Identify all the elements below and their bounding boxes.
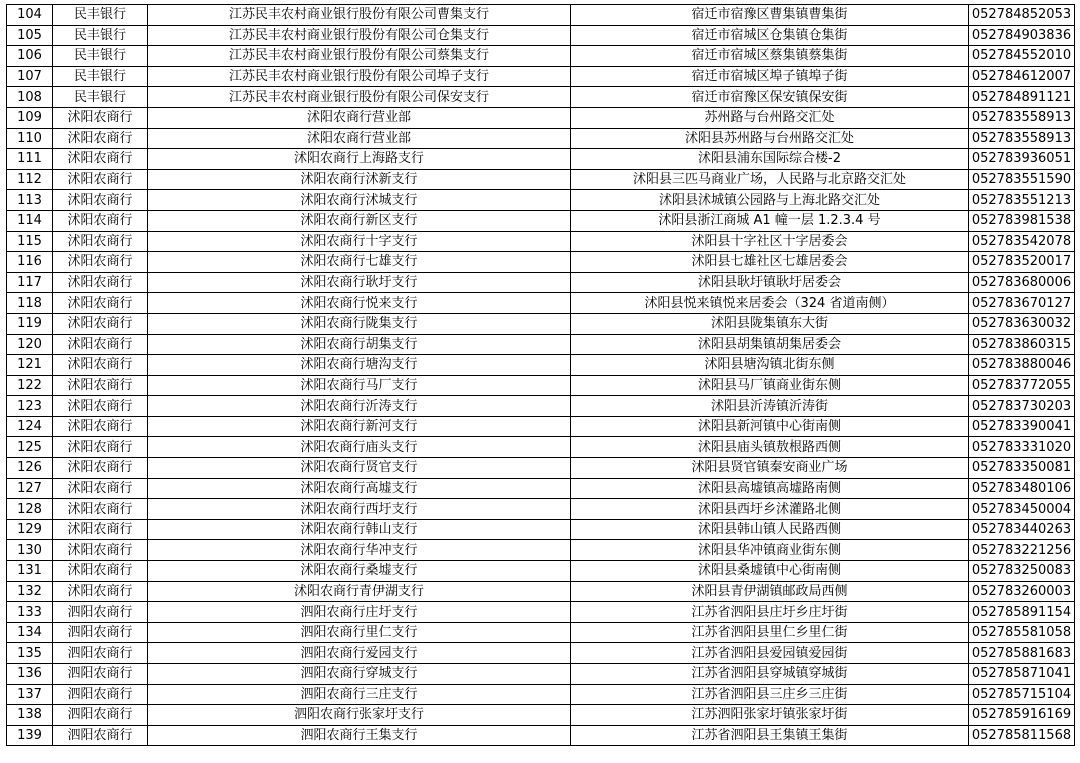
- branch-name-cell: 沭阳农商行塘沟支行: [148, 355, 571, 376]
- row-number-cell: 137: [7, 684, 53, 705]
- phone-number-cell: 052785891154: [969, 602, 1075, 623]
- branch-name-cell: 沭阳农商行华冲支行: [148, 540, 571, 561]
- table-row: [7, 210, 1075, 231]
- branch-address-cell: 宿迁市宿豫区保安镇保安街: [571, 87, 969, 108]
- row-number-cell: 130: [7, 540, 53, 561]
- branch-name-cell: 泗阳农商行张家圩支行: [148, 705, 571, 726]
- table-row: [7, 252, 1075, 273]
- phone-number-cell: 052783558913: [969, 128, 1075, 149]
- row-number-cell: 107: [7, 66, 53, 87]
- row-number-cell: 133: [7, 602, 53, 623]
- phone-number-cell: 052783260003: [969, 581, 1075, 602]
- phone-number-cell: 052785916169: [969, 705, 1075, 726]
- row-number-cell: 124: [7, 416, 53, 437]
- phone-number-cell: 052783440263: [969, 519, 1075, 540]
- row-number-cell: 108: [7, 87, 53, 108]
- table-row: [7, 437, 1075, 458]
- phone-number-cell: 052783450004: [969, 499, 1075, 520]
- branch-name-cell: 沭阳农商行陇集支行: [148, 313, 571, 334]
- table-row: [7, 272, 1075, 293]
- branch-address-cell: 沭阳县塘沟镇北街东侧: [571, 355, 969, 376]
- branch-address-cell: 江苏省泗阳县庄圩乡庄圩街: [571, 602, 969, 623]
- phone-number-cell: 052785881683: [969, 643, 1075, 664]
- row-number-cell: 105: [7, 25, 53, 46]
- table-row: [7, 458, 1075, 479]
- bank-name-cell: 沭阳农商行: [53, 416, 148, 437]
- branch-address-cell: 沭阳县耿圩镇耿圩居委会: [571, 272, 969, 293]
- branch-name-cell: 沭阳农商行青伊湖支行: [148, 581, 571, 602]
- branch-name-cell: 沭阳农商行高墟支行: [148, 478, 571, 499]
- table-row: [7, 375, 1075, 396]
- bank-name-cell: 民丰银行: [53, 5, 148, 26]
- row-number-cell: 125: [7, 437, 53, 458]
- table-row: [7, 149, 1075, 170]
- table-row: [7, 684, 1075, 705]
- branch-address-cell: 沭阳县沂涛镇沂涛街: [571, 396, 969, 417]
- branch-address-cell: 沭阳县三匹马商业广场，人民路与北京路交汇处: [571, 169, 969, 190]
- table-row: [7, 5, 1075, 26]
- bank-name-cell: 沭阳农商行: [53, 581, 148, 602]
- row-number-cell: 122: [7, 375, 53, 396]
- table-row: [7, 46, 1075, 67]
- branch-name-cell: 沭阳农商行庙头支行: [148, 437, 571, 458]
- row-number-cell: 116: [7, 252, 53, 273]
- branch-address-cell: 沭阳县沭城镇公园路与上海北路交汇处: [571, 190, 969, 211]
- bank-name-cell: 沭阳农商行: [53, 293, 148, 314]
- branch-address-cell: 沭阳县七雄社区七雄居委会: [571, 252, 969, 273]
- branch-name-cell: 江苏民丰农村商业银行股份有限公司曹集支行: [148, 5, 571, 26]
- phone-number-cell: 052783520017: [969, 252, 1075, 273]
- bank-name-cell: 沭阳农商行: [53, 437, 148, 458]
- branch-address-cell: 江苏省泗阳县爱园镇爱园街: [571, 643, 969, 664]
- phone-number-cell: 052783350081: [969, 458, 1075, 479]
- table-row: [7, 581, 1075, 602]
- branch-table-container: [6, 4, 1075, 746]
- bank-name-cell: 沭阳农商行: [53, 149, 148, 170]
- phone-number-cell: 052783936051: [969, 149, 1075, 170]
- bank-name-cell: 沭阳农商行: [53, 169, 148, 190]
- bank-name-cell: 沭阳农商行: [53, 252, 148, 273]
- bank-name-cell: 沭阳农商行: [53, 107, 148, 128]
- bank-name-cell: 民丰银行: [53, 46, 148, 67]
- branch-address-cell: 江苏泗阳张家圩镇张家圩街: [571, 705, 969, 726]
- branch-address-cell: 沭阳县青伊湖镇邮政局西侧: [571, 581, 969, 602]
- phone-number-cell: 052785871041: [969, 664, 1075, 685]
- phone-number-cell: 052783772055: [969, 375, 1075, 396]
- bank-name-cell: 沭阳农商行: [53, 499, 148, 520]
- branch-name-cell: 泗阳农商行里仁支行: [148, 622, 571, 643]
- branch-address-cell: 沭阳县苏州路与台州路交汇处: [571, 128, 969, 149]
- branch-address-cell: 苏州路与台州路交汇处: [571, 107, 969, 128]
- phone-number-cell: 052783630032: [969, 313, 1075, 334]
- branch-address-cell: 沭阳县新河镇中心街南侧: [571, 416, 969, 437]
- bank-name-cell: 沭阳农商行: [53, 334, 148, 355]
- branch-address-cell: 江苏省泗阳县里仁乡里仁街: [571, 622, 969, 643]
- branch-address-cell: 江苏省泗阳县三庄乡三庄街: [571, 684, 969, 705]
- table-row: [7, 478, 1075, 499]
- row-number-cell: 127: [7, 478, 53, 499]
- phone-number-cell: 052783880046: [969, 355, 1075, 376]
- branch-address-cell: 沭阳县高墟镇高墟路南侧: [571, 478, 969, 499]
- row-number-cell: 136: [7, 664, 53, 685]
- branch-name-cell: 泗阳农商行庄圩支行: [148, 602, 571, 623]
- branch-name-cell: 沭阳农商行上海路支行: [148, 149, 571, 170]
- branch-address-cell: 沭阳县胡集镇胡集居委会: [571, 334, 969, 355]
- table-row: [7, 540, 1075, 561]
- phone-number-cell: 052783670127: [969, 293, 1075, 314]
- bank-name-cell: 民丰银行: [53, 66, 148, 87]
- row-number-cell: 113: [7, 190, 53, 211]
- branch-name-cell: 江苏民丰农村商业银行股份有限公司保安支行: [148, 87, 571, 108]
- row-number-cell: 120: [7, 334, 53, 355]
- phone-number-cell: 052784891121: [969, 87, 1075, 108]
- branch-table: [6, 4, 1075, 746]
- branch-name-cell: 沭阳农商行新区支行: [148, 210, 571, 231]
- phone-number-cell: 052783331020: [969, 437, 1075, 458]
- branch-address-cell: 沭阳县庙头镇敖根路西侧: [571, 437, 969, 458]
- row-number-cell: 135: [7, 643, 53, 664]
- row-number-cell: 111: [7, 149, 53, 170]
- bank-name-cell: 沭阳农商行: [53, 540, 148, 561]
- bank-name-cell: 泗阳农商行: [53, 705, 148, 726]
- branch-address-cell: 沭阳县华冲镇商业街东侧: [571, 540, 969, 561]
- branch-name-cell: 泗阳农商行三庄支行: [148, 684, 571, 705]
- table-row: [7, 396, 1075, 417]
- row-number-cell: 126: [7, 458, 53, 479]
- branch-address-cell: 沭阳县贤官镇秦安商业广场: [571, 458, 969, 479]
- row-number-cell: 104: [7, 5, 53, 26]
- bank-name-cell: 沭阳农商行: [53, 375, 148, 396]
- branch-address-cell: 沭阳县陇集镇东大街: [571, 313, 969, 334]
- row-number-cell: 110: [7, 128, 53, 149]
- branch-address-cell: 江苏省泗阳县王集镇王集街: [571, 725, 969, 746]
- table-row: [7, 25, 1075, 46]
- phone-number-cell: 052784852053: [969, 5, 1075, 26]
- branch-name-cell: 沭阳农商行耿圩支行: [148, 272, 571, 293]
- table-row: [7, 643, 1075, 664]
- table-row: [7, 725, 1075, 746]
- phone-number-cell: 052783221256: [969, 540, 1075, 561]
- bank-name-cell: 泗阳农商行: [53, 602, 148, 623]
- table-row: [7, 705, 1075, 726]
- branch-name-cell: 沭阳农商行营业部: [148, 107, 571, 128]
- branch-address-cell: 宿迁市宿城区仓集镇仓集街: [571, 25, 969, 46]
- branch-name-cell: 沭阳农商行韩山支行: [148, 519, 571, 540]
- branch-address-cell: 沭阳县西圩乡沭灌路北侧: [571, 499, 969, 520]
- phone-number-cell: 052783730203: [969, 396, 1075, 417]
- bank-name-cell: 沭阳农商行: [53, 561, 148, 582]
- table-row: [7, 519, 1075, 540]
- branch-address-cell: 沭阳县十字社区十字居委会: [571, 231, 969, 252]
- branch-name-cell: 沭阳农商行贤官支行: [148, 458, 571, 479]
- branch-name-cell: 沭阳农商行沭新支行: [148, 169, 571, 190]
- table-row: [7, 561, 1075, 582]
- table-row: [7, 107, 1075, 128]
- branch-name-cell: 沭阳农商行沂涛支行: [148, 396, 571, 417]
- table-row: [7, 499, 1075, 520]
- table-row: [7, 622, 1075, 643]
- branch-name-cell: 沭阳农商行沭城支行: [148, 190, 571, 211]
- table-row: [7, 334, 1075, 355]
- phone-number-cell: 052783680006: [969, 272, 1075, 293]
- table-row: [7, 355, 1075, 376]
- table-row: [7, 313, 1075, 334]
- branch-name-cell: 沭阳农商行马厂支行: [148, 375, 571, 396]
- row-number-cell: 114: [7, 210, 53, 231]
- bank-name-cell: 民丰银行: [53, 25, 148, 46]
- row-number-cell: 112: [7, 169, 53, 190]
- bank-name-cell: 泗阳农商行: [53, 643, 148, 664]
- row-number-cell: 117: [7, 272, 53, 293]
- phone-number-cell: 052783558913: [969, 107, 1075, 128]
- branch-address-cell: 宿迁市宿城区埠子镇埠子街: [571, 66, 969, 87]
- bank-name-cell: 沭阳农商行: [53, 355, 148, 376]
- branch-name-cell: 江苏民丰农村商业银行股份有限公司埠子支行: [148, 66, 571, 87]
- table-row: [7, 602, 1075, 623]
- row-number-cell: 131: [7, 561, 53, 582]
- row-number-cell: 129: [7, 519, 53, 540]
- table-row: [7, 664, 1075, 685]
- phone-number-cell: 052783860315: [969, 334, 1075, 355]
- phone-number-cell: 052785811568: [969, 725, 1075, 746]
- bank-name-cell: 沭阳农商行: [53, 519, 148, 540]
- branch-name-cell: 沭阳农商行营业部: [148, 128, 571, 149]
- row-number-cell: 106: [7, 46, 53, 67]
- phone-number-cell: 052783480106: [969, 478, 1075, 499]
- branch-address-cell: 沭阳县桑墟镇中心街南侧: [571, 561, 969, 582]
- row-number-cell: 109: [7, 107, 53, 128]
- branch-name-cell: 沭阳农商行桑墟支行: [148, 561, 571, 582]
- row-number-cell: 132: [7, 581, 53, 602]
- row-number-cell: 123: [7, 396, 53, 417]
- row-number-cell: 134: [7, 622, 53, 643]
- bank-name-cell: 沭阳农商行: [53, 210, 148, 231]
- table-row: [7, 87, 1075, 108]
- table-row: [7, 66, 1075, 87]
- phone-number-cell: 052784552010: [969, 46, 1075, 67]
- branch-table-body: [7, 5, 1075, 746]
- row-number-cell: 138: [7, 705, 53, 726]
- table-row: [7, 293, 1075, 314]
- bank-name-cell: 沭阳农商行: [53, 272, 148, 293]
- branch-name-cell: 泗阳农商行王集支行: [148, 725, 571, 746]
- branch-name-cell: 江苏民丰农村商业银行股份有限公司蔡集支行: [148, 46, 571, 67]
- row-number-cell: 119: [7, 313, 53, 334]
- table-row: [7, 169, 1075, 190]
- bank-name-cell: 泗阳农商行: [53, 622, 148, 643]
- branch-name-cell: 江苏民丰农村商业银行股份有限公司仓集支行: [148, 25, 571, 46]
- branch-address-cell: 宿迁市宿城区蔡集镇蔡集街: [571, 46, 969, 67]
- bank-name-cell: 沭阳农商行: [53, 190, 148, 211]
- phone-number-cell: 052784903836: [969, 25, 1075, 46]
- branch-address-cell: 沭阳县韩山镇人民路西侧: [571, 519, 969, 540]
- bank-name-cell: 泗阳农商行: [53, 725, 148, 746]
- bank-name-cell: 泗阳农商行: [53, 684, 148, 705]
- row-number-cell: 128: [7, 499, 53, 520]
- branch-name-cell: 泗阳农商行穿城支行: [148, 664, 571, 685]
- branch-name-cell: 沭阳农商行西圩支行: [148, 499, 571, 520]
- branch-name-cell: 沭阳农商行新河支行: [148, 416, 571, 437]
- branch-address-cell: 宿迁市宿豫区曹集镇曹集街: [571, 5, 969, 26]
- branch-address-cell: 沭阳县浦东国际综合楼-2: [571, 149, 969, 170]
- row-number-cell: 118: [7, 293, 53, 314]
- bank-name-cell: 沭阳农商行: [53, 231, 148, 252]
- branch-address-cell: 沭阳县马厂镇商业街东侧: [571, 375, 969, 396]
- bank-name-cell: 沭阳农商行: [53, 128, 148, 149]
- branch-name-cell: 沭阳农商行悦来支行: [148, 293, 571, 314]
- row-number-cell: 115: [7, 231, 53, 252]
- table-row: [7, 190, 1075, 211]
- branch-name-cell: 沭阳农商行七雄支行: [148, 252, 571, 273]
- bank-name-cell: 泗阳农商行: [53, 664, 148, 685]
- table-row: [7, 128, 1075, 149]
- bank-name-cell: 沭阳农商行: [53, 396, 148, 417]
- phone-number-cell: 052784612007: [969, 66, 1075, 87]
- row-number-cell: 121: [7, 355, 53, 376]
- branch-address-cell: 沭阳县浙江商城 A1 幢一层 1.2.3.4 号: [571, 210, 969, 231]
- bank-name-cell: 沭阳农商行: [53, 458, 148, 479]
- bank-name-cell: 沭阳农商行: [53, 478, 148, 499]
- table-row: [7, 231, 1075, 252]
- phone-number-cell: 052783551213: [969, 190, 1075, 211]
- phone-number-cell: 052783542078: [969, 231, 1075, 252]
- branch-address-cell: 江苏省泗阳县穿城镇穿城街: [571, 664, 969, 685]
- phone-number-cell: 052783551590: [969, 169, 1075, 190]
- bank-name-cell: 沭阳农商行: [53, 313, 148, 334]
- phone-number-cell: 052783390041: [969, 416, 1075, 437]
- branch-name-cell: 泗阳农商行爱园支行: [148, 643, 571, 664]
- row-number-cell: 139: [7, 725, 53, 746]
- branch-name-cell: 沭阳农商行胡集支行: [148, 334, 571, 355]
- phone-number-cell: 052785581058: [969, 622, 1075, 643]
- bank-name-cell: 民丰银行: [53, 87, 148, 108]
- phone-number-cell: 052783250083: [969, 561, 1075, 582]
- table-row: [7, 416, 1075, 437]
- branch-name-cell: 沭阳农商行十字支行: [148, 231, 571, 252]
- branch-address-cell: 沭阳县悦来镇悦来居委会（324 省道南侧）: [571, 293, 969, 314]
- phone-number-cell: 052783981538: [969, 210, 1075, 231]
- phone-number-cell: 052785715104: [969, 684, 1075, 705]
